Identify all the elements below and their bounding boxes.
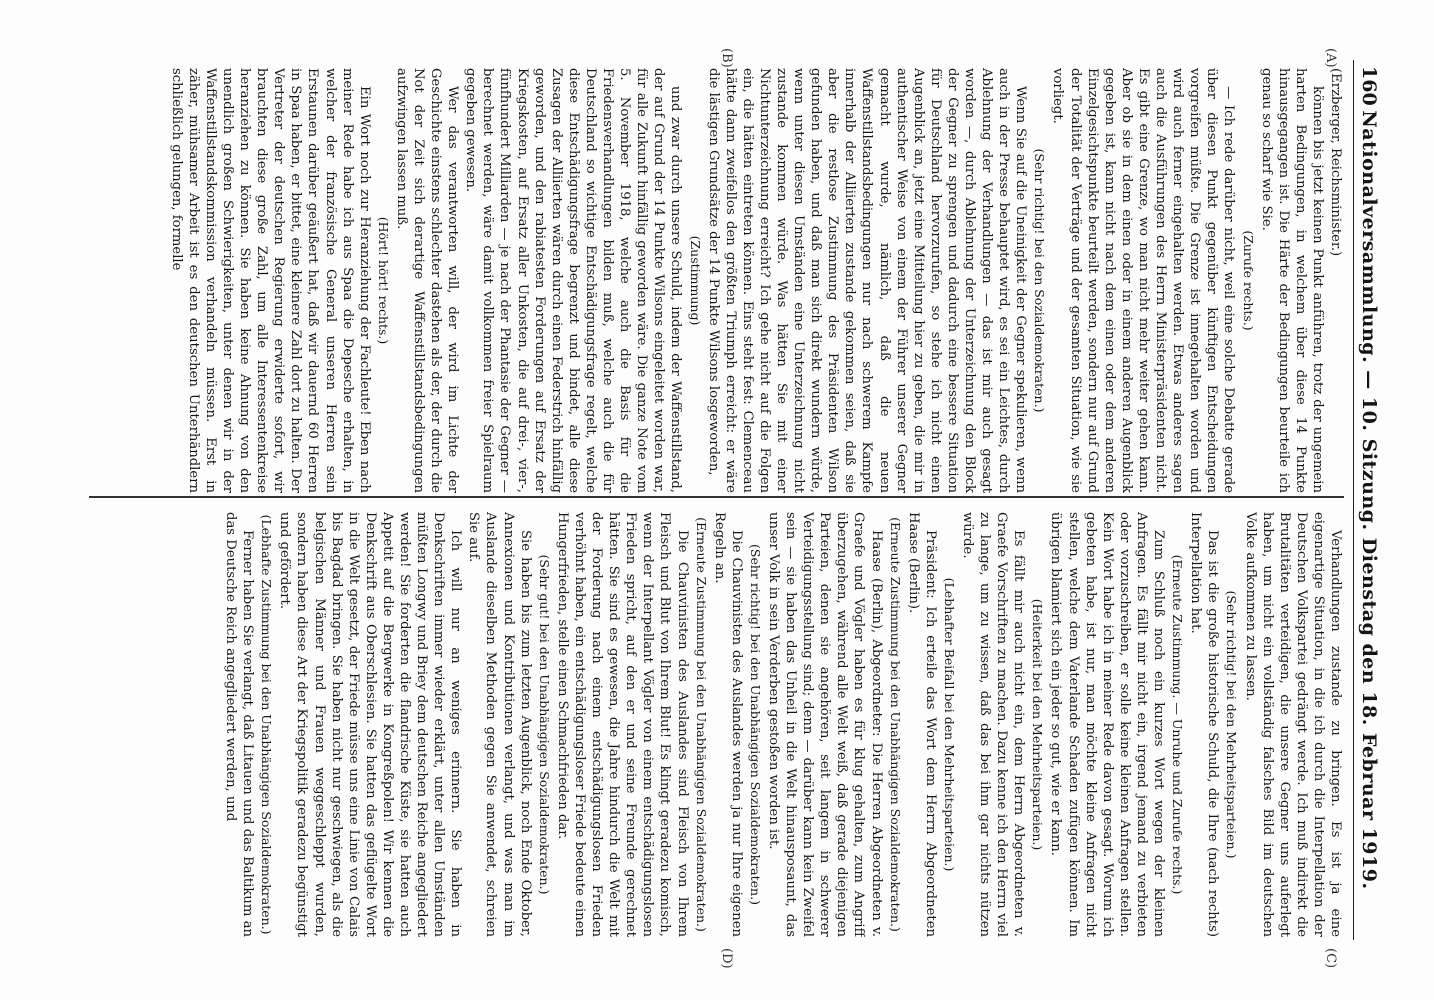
- left-column: [89, 68, 1344, 493]
- interjection: (Erneute Zustimmung bei den Unabhängigen Sozialdemokraten.): [693, 517, 709, 932]
- margin-mark-c: (C): [1323, 948, 1338, 969]
- paragraph: Die Chauvinisten des Auslandes werden ja nur Ihre eigenen Regeln an.: [711, 512, 744, 937]
- margin-mark-b: (B): [719, 48, 734, 68]
- interjection: (Heiterkeit bei den Mehrheitsparteien.): [1030, 598, 1046, 851]
- paragraph: — Ich rede darüber nicht, weil eine solche Debatte gerade über diesen Punkt gegenüber künftigen Entscheidungen vorgreifen müßte. Die Grenze ist innegehalten worden und wird auch ferner eingehalten werden. Etwas anderes sagen auch die Ausführungen des Herrn Ministerpräsidenten nicht. Es gibt eine Grenze, wo man nicht mehr weiter gehen kann. Aber ob sie in dem einen oder in einem anderen Augenblick gegeben ist, kann nicht nach dem einen oder dem anderen Einzelgesichtspunkte beurteilt werden, sondern nur auf Grund der Totalität der Verträge und der gesamten Situation, wie sie vorliegt.: [1050, 68, 1237, 493]
- page-number: 160: [1358, 66, 1380, 106]
- column-divider: [89, 496, 1344, 498]
- paragraph: Die Chauvinisten des Auslandes sind Fleisch von Ihrem Fleisch und Blut von Ihrem Blut! Es klingt geradezu komisch, wenn der Interpellant Vögler von einem entschädigungslosen Frieden spricht, auf den er und seine Freunde gerechnet hätten. Sie sind es gewesen, die Jahre hindurch die Welt mit der Forderung nach einem entschädigungslosen Frieden verhöhnt haben, ein entschädigungsloser Friede bedeute einen Hungerfrieden, stelle einen Schmachfrieden dar.: [554, 512, 690, 937]
- paragraph: Es fällt mir auch nicht ein, dem Herrn Abgeordneten v. Graefe Vorschriften zu machen. Dazu kenne ich den Herrn viel zu lange, um zu wissen, daß das bei ihm gar nichts nützen würde.: [960, 512, 1027, 937]
- interjection: (Sehr richtig! bei den Unabhängigen Sozialdemokraten.): [747, 544, 763, 905]
- page-title: Nationalversammlung. — 10. Sitzung. Dienstag den 18. Februar 1919.: [1358, 110, 1380, 890]
- paragraph: Sie haben bis zum letzten Augenblick, noch Ende Oktober, Annexionen und Kontributionen verlangt, und was man im Auslande dieselben Methoden gegen Sie anwendet, schreien Sie auf.: [466, 512, 533, 937]
- paragraph: und zwar durch unsere Schuld, indem der Waffenstillstand, der auf Grund der 14 Punkte Wilsons eingeleitet worden war, für alle Zukunft hinfällig geworden wäre. Die ganze Note vom 5. November 1918, welche auch die Basis für die Friedensverhandlungen bilden muß, welche auch die für Deutschland so wichtige Entschädigungsfrage regelt, welche diese Entschädigungsfrage begrenzt und bindet, alle diese Zusagen der Alliierten wären durch einen Federstrich hinfällig geworden, und den rabiatesten Forderungen auf Ersatz der Kriegskosten, auf Ersatz aller Unkosten, die auf drei-, vier-, fünfhundert Milliarden — je nach der Phantasie der Gegner — berechnet werden, wäre damit vollkommen freier Spielraum gegeben gewesen.: [463, 68, 684, 493]
- running-head: [1353, 60, 1382, 940]
- interjection: (Lebhafter Beifall bei den Mehrheitsparteien.): [941, 577, 957, 872]
- interjection: (Erneute Zustimmung bei den Unabhängigen Sozialdemokraten.): [887, 517, 903, 932]
- interjection: (Lebhafte Zustimmung bei den Unabhängigen Sozialdemokraten.): [259, 514, 275, 935]
- paragraph: Wer das verantworten will, der wird im Lichte der Geschichte einstens schlechter dastehen als der, der durch die Not der Zeit sich derartige Waffenstillstandsbedingungen aufzwingen lassen muß.: [393, 68, 461, 493]
- speaker-line: (Erzberger, Reichsminister.): [1328, 68, 1343, 257]
- interjection: (Zurufe rechts.): [1240, 230, 1256, 331]
- interjection: (Sehr richtig! bei den Sozialdemokraten.): [1032, 148, 1048, 413]
- margin-mark-a: (A): [1323, 48, 1338, 68]
- right-column: [89, 512, 1344, 937]
- paragraph: Präsident: Ich erteile das Wort dem Herrn Abgeordneten Haase (Berlin).: [905, 512, 938, 937]
- paragraph: Haase (Berlin), Abgeordneter: Die Herren Abgeordneten v. Graefe und Vögler haben es für klug gehalten, zum Angriff überzugehen, während alle Welt weiß, daß gerade diejenigen Parteien, denen sie angehören, seit langem in schwerer Verteidigungsstellung sind; denn — darüber kann kein Zweifel sein — sie haben das Unheil in die Welt hinausposaunt, das unser Volk in sein Verderben gestoßen worden ist.: [766, 512, 884, 937]
- paragraph: Ferner haben Sie verlangt, daß Litauen und das Baltikum an das Deutsche Reich angegliedert werden, und: [223, 512, 256, 937]
- paragraph: Ich will nur an weniges erinnern. Sie haben in Denkschriften immer wieder erklärt, unter allen Umständen müßten Longwy und Briey dem deutschen Reiche angegliedert werden! Sie forderten die flandrische Küste, sie hatten auch Appetit auf die Bergwerke in Kongreßpolen! Wir kennen die Denkschrift aus Oberschlesien. Sie hatten das geflügelte Wort in die Welt gesetzt, der Friede müsse uns eine Linie von Calais bis Bagdad bringen. Sie haben nicht nur geschwiegen, als die belgischen Männer und Frauen weggeschleppt wurden, sondern haben diese Art der Kriegspolitik geradezu begünstigt und gefördert.: [277, 512, 464, 937]
- paragraph: Das ist die große historische Schuld, die Ihre (nach rechts) Interpellation hat.: [1188, 512, 1221, 937]
- paragraph: Wenn Sie auf die Uneinigkeit der Gegner spekulieren, wenn auch in der Presse behauptet wird, es sei ein Leichtes, durch Ablehnung der Verhandlungen — das ist mir auch gesagt worden —, durch Ablehnung der Unterzeichnung den Block der Gegner zu sprengen und dadurch eine bessere Situation für Deutschland hervorzurufen, so stehe ich nicht einen Augenblick an, jetzt eine Mitteilung hier zu geben, die mir in authentischer Weise von einem der Führer unserer Gegner gemacht wurde, nämlich, daß die neuen Waffenstillstandsbedingungen nur nach schwerem Kampfe innerhalb der Alliierten zustande gekommen seien, daß sie aber die restlose Zustimmung des Präsidenten Wilson gefunden haben, und daß man sich direkt wundern würde, wenn unter diesen Umständen eine Unterzeichnung nicht zustande kommen würde. Was hätten Sie mit einer Nichtunterzeichnung erreicht? Ich gehe nicht auf die Folgen ein, die hätten eintreten können. Eins steht fest: Clemenceau hätte dann zweifellos den größten Triumph erreicht: er wäre die lästigen Grundsätze der 14 Punkte Wilsons losgeworden,: [705, 68, 1029, 493]
- margin-mark-d: (D): [719, 948, 734, 969]
- paragraph: Zum Schluß noch ein kurzes Wort wegen der kleinen Anfragen. Es fällt mir nicht ein, irgend jemand zu verbieten oder vorzuschreiben, er solle keine kleinen Anfragen stellen. Kein Wort habe ich in meiner Rede davon gesagt. Worum ich gebeten habe, ist nur, man möchte kleine Anfragen nicht stellen, welche dem Vaterlande Schaden zufügen können. Im übrigen blamiert sich ein jeder so gut, wie er kann.: [1048, 512, 1167, 937]
- interjection: (Erneute Zustimmung. — Unruhe und Zurufe rechts.): [1170, 554, 1186, 895]
- paragraph: Verhandlungen zustande zu bringen. Es ist ja eine eigenartige Situation, in die ich durch die Interpellation der Deutschen Volkspartei gedrängt werde. Ich muß indirekt die Brutalitäten verteidigen, die unsere Gegner uns auferlegt haben, um nicht ein vollständig falsches Bild im deutschen Volke aufkommen zu lassen.: [1242, 512, 1343, 937]
- paragraph: Ein Wort noch zur Heranziehung der Fachleute! Eben nach meiner Rede habe ich aus Spaa die Depesche erhalten, in welcher der französische General unseren Herren sein Erstaunen darüber geäußert hat, daß wir dauernd 60 Herren in Spaa haben, er bittet, eine kleinere Zahl dort zu halten. Der Vertreter der deutschen Regierung erwiderte sofort, wir brauchten diese große Zahl, um alle Interessentenkreise heranziehen zu können. Sie haben keine Ahnung von den unendlich großen Schwierigkeiten, unter denen wir in der Waffenstillstandskommission verhandeln müssen. Erst in zäher, mühsamer Arbeit ist es den deutschen Unterhändlern schließlich gelungen, formelle: [168, 68, 372, 493]
- interjection: (Sehr richtig! bei den Mehrheitsparteien.): [1224, 590, 1240, 859]
- paragraph: können bis jetzt keinen Punkt anführen, trotz der ungemein harten Bedingungen, in welchem über diese 14 Punkte hinausgegangen ist. Die Härte der Bedingungen beurteile ich genau so scharf wie Sie.: [1258, 68, 1325, 493]
- interjection: (Sehr gut! bei den Unabhängigen Sozialdemokraten.): [536, 554, 552, 895]
- interjection: (Hört! hört! rechts.): [375, 216, 391, 345]
- interjection: (Zustimmung): [687, 235, 703, 326]
